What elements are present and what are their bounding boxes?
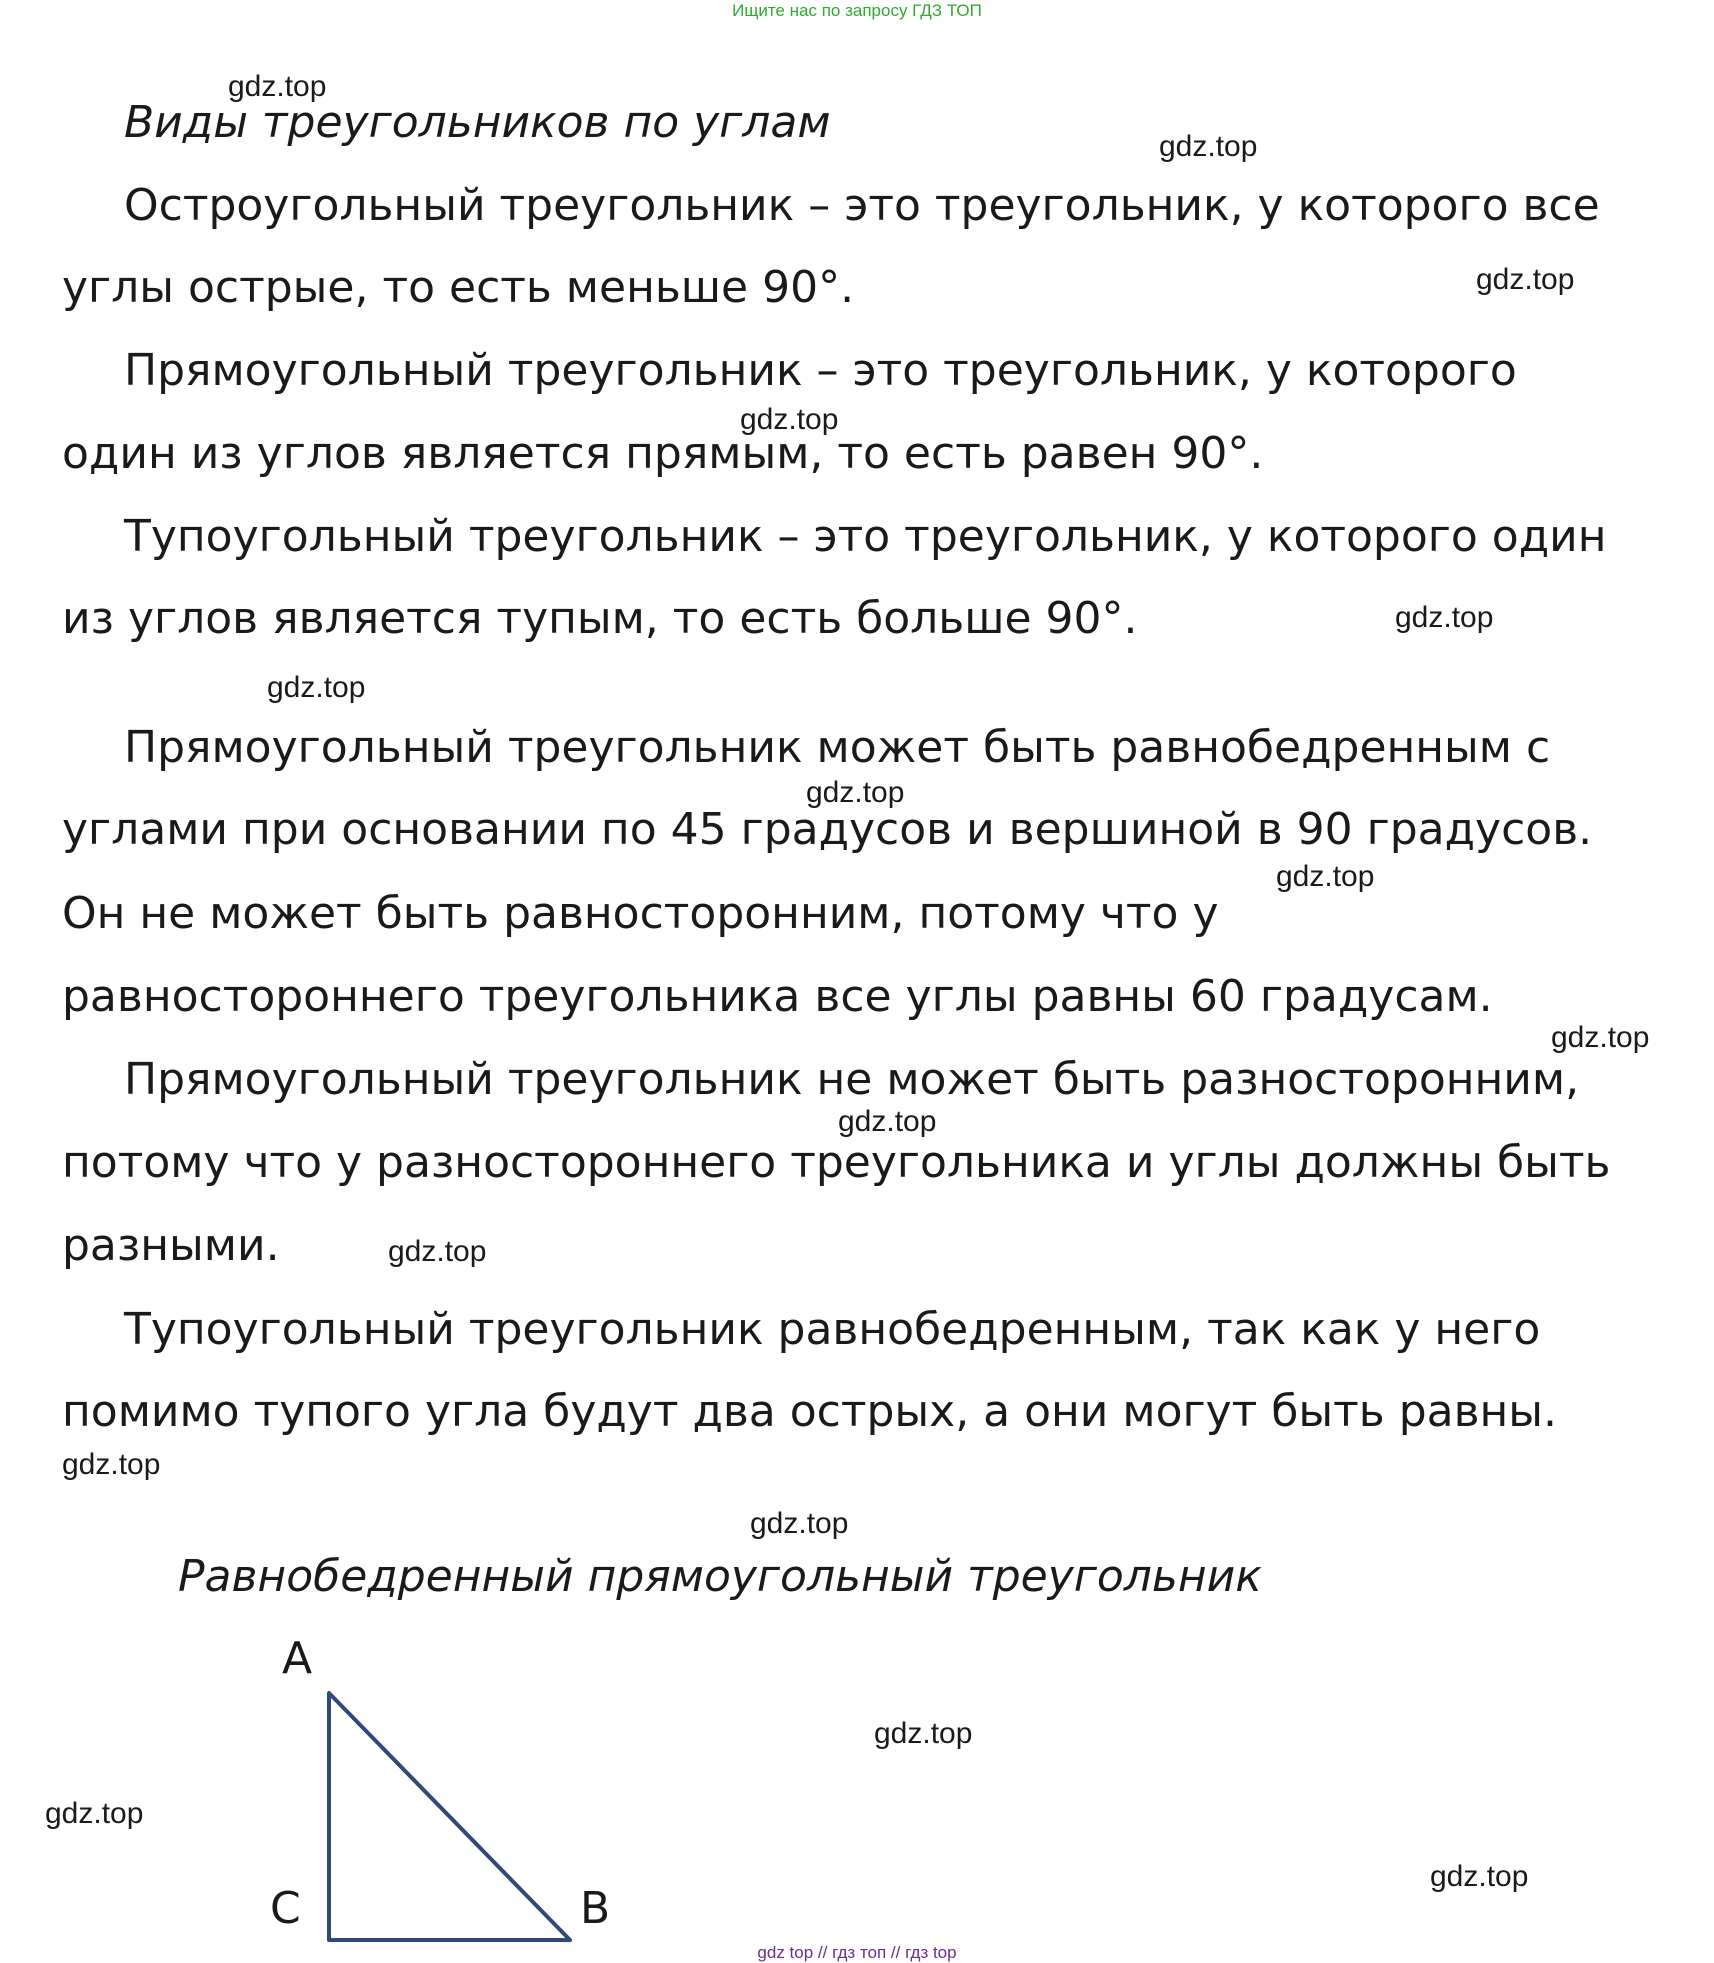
figure-title: Равнобедренный прямоугольный треугольник: [178, 1551, 1262, 1602]
footer-watermark: gdz top // гдз топ // гдз top: [757, 1943, 957, 1962]
triangle-shape: [329, 1693, 570, 1940]
paragraph-line: Прямоугольный треугольник – это треугольник, у которого: [124, 345, 1517, 396]
paragraph-line: углами при основании по 45 градусов и вершиной в 90 градусов.: [62, 804, 1593, 855]
paragraph-line: разными.: [62, 1220, 280, 1271]
vertex-label-a: A: [282, 1633, 313, 1684]
paragraph-line: из углов является тупым, то есть больше 90°.: [62, 593, 1138, 644]
search-banner: Ищите нас по запросу ГДЗ ТОП: [732, 1, 982, 20]
vertex-label-c: C: [270, 1883, 301, 1934]
paragraph-line: равностороннего треугольника все углы равны 60 градусам.: [62, 971, 1493, 1022]
vertex-label-b: B: [580, 1883, 611, 1934]
watermark: gdz.top: [45, 1797, 144, 1830]
paragraph-line: углы острые, то есть меньше 90°.: [62, 262, 855, 313]
watermark: gdz.top: [1476, 263, 1575, 296]
paragraph-line: Тупоугольный треугольник – это треугольник, у которого один: [124, 511, 1607, 562]
paragraph-line: Прямоугольный треугольник может быть равнобедренным с: [124, 722, 1551, 773]
paragraph-line: Прямоугольный треугольник не может быть разносторонним,: [124, 1054, 1580, 1105]
watermark: gdz.top: [228, 70, 327, 103]
watermark: gdz.top: [1551, 1021, 1650, 1054]
watermark: gdz.top: [388, 1235, 487, 1268]
watermark: gdz.top: [267, 671, 366, 704]
watermark: gdz.top: [750, 1507, 849, 1540]
watermark: gdz.top: [1159, 130, 1258, 163]
watermark: gdz.top: [1276, 860, 1375, 893]
paragraph-line: Остроугольный треугольник – это треугольник, у которого все: [124, 180, 1600, 231]
paragraph-line: помимо тупого угла будут два острых, а они могут быть равны.: [62, 1386, 1558, 1437]
watermark: gdz.top: [838, 1105, 937, 1138]
page-title: Виды треугольников по углам: [124, 97, 831, 148]
watermark: gdz.top: [806, 776, 905, 809]
paragraph-line: один из углов является прямым, то есть равен 90°.: [62, 428, 1264, 479]
watermark: gdz.top: [1395, 601, 1494, 634]
watermark: gdz.top: [1430, 1860, 1529, 1893]
watermark: gdz.top: [740, 403, 839, 436]
watermark: gdz.top: [62, 1448, 161, 1481]
watermark: gdz.top: [874, 1717, 973, 1750]
paragraph-line: Он не может быть равносторонним, потому что у: [62, 888, 1219, 939]
paragraph-line: Тупоугольный треугольник равнобедренным, так как у него: [124, 1304, 1541, 1355]
paragraph-line: потому что у разностороннего треугольника и углы должны быть: [62, 1137, 1611, 1188]
